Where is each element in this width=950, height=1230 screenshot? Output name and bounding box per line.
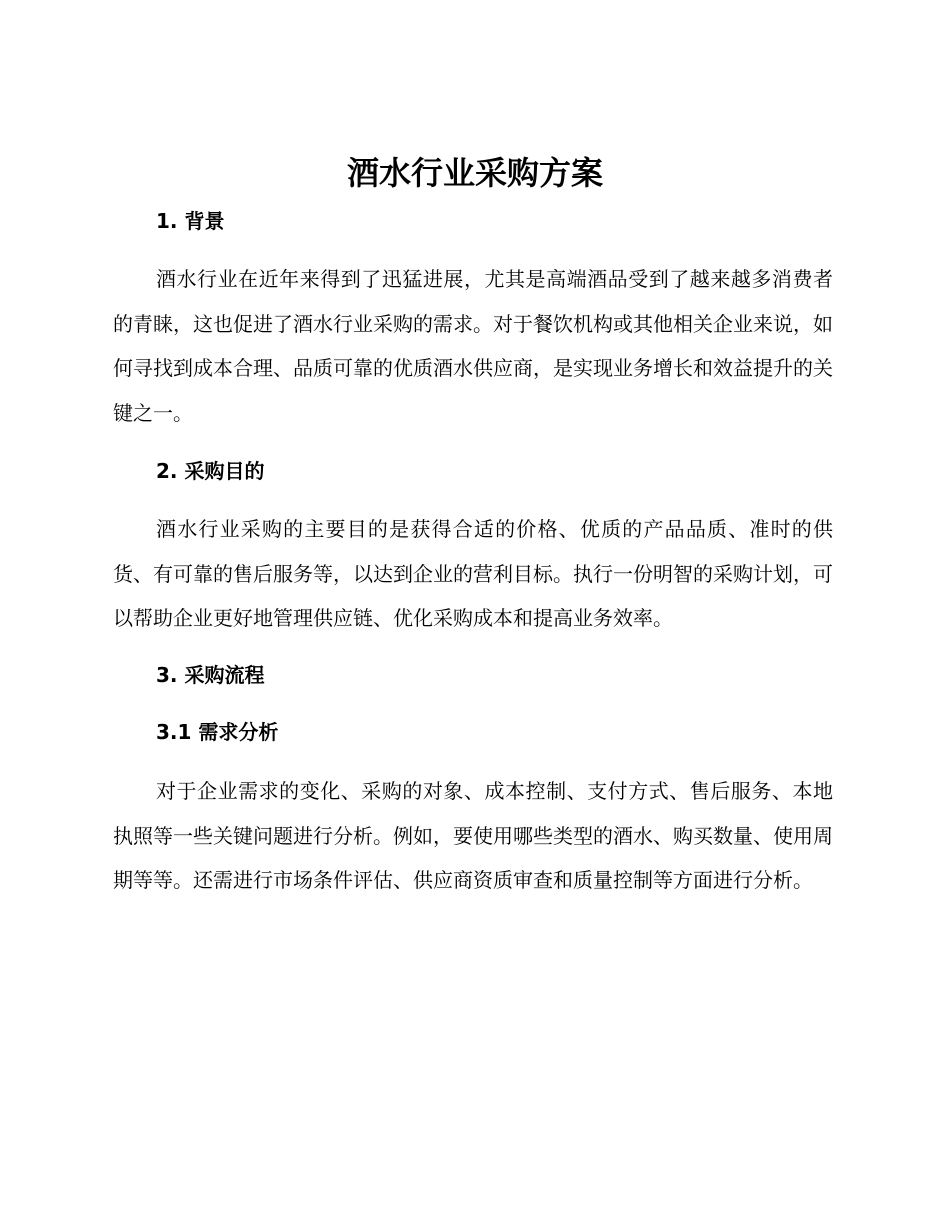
subsection-heading-needs-analysis: 3.1 需求分析 <box>156 720 279 744</box>
section-heading-background: 1. 背景 <box>156 209 225 233</box>
section-paragraph-needs-analysis: 对于企业需求的变化、采购的对象、成本控制、支付方式、售后服务、本地执照等一些关键问题进行分析。例如，要使用哪些类型的酒水、购买数量、使用周期等等。还需进行市场条件评估、供应商资质审查和质量控制等方面进行分析。 <box>113 779 833 892</box>
section-paragraph-background: 酒水行业在近年来得到了迅猛进展，尤其是高端酒品受到了越来越多消费者的青睐，这也促进了酒水行业采购的需求。对于餐饮机构或其他相关企业来说，如何寻找到成本合理、品质可靠的优质酒水供应商，是实现业务增长和效益提升的关键之一。 <box>113 267 833 425</box>
section-heading-purpose: 2. 采购目的 <box>156 459 265 483</box>
document-title: 酒水行业采购方案 <box>346 154 603 192</box>
section-paragraph-purpose: 酒水行业采购的主要目的是获得合适的价格、优质的产品品质、准时的供货、有可靠的售后服务等，以达到企业的营利目标。执行一份明智的采购计划，可以帮助企业更好地管理供应链、优化采购成本和提高业务效率。 <box>113 517 833 630</box>
section-heading-process: 3. 采购流程 <box>156 663 265 687</box>
